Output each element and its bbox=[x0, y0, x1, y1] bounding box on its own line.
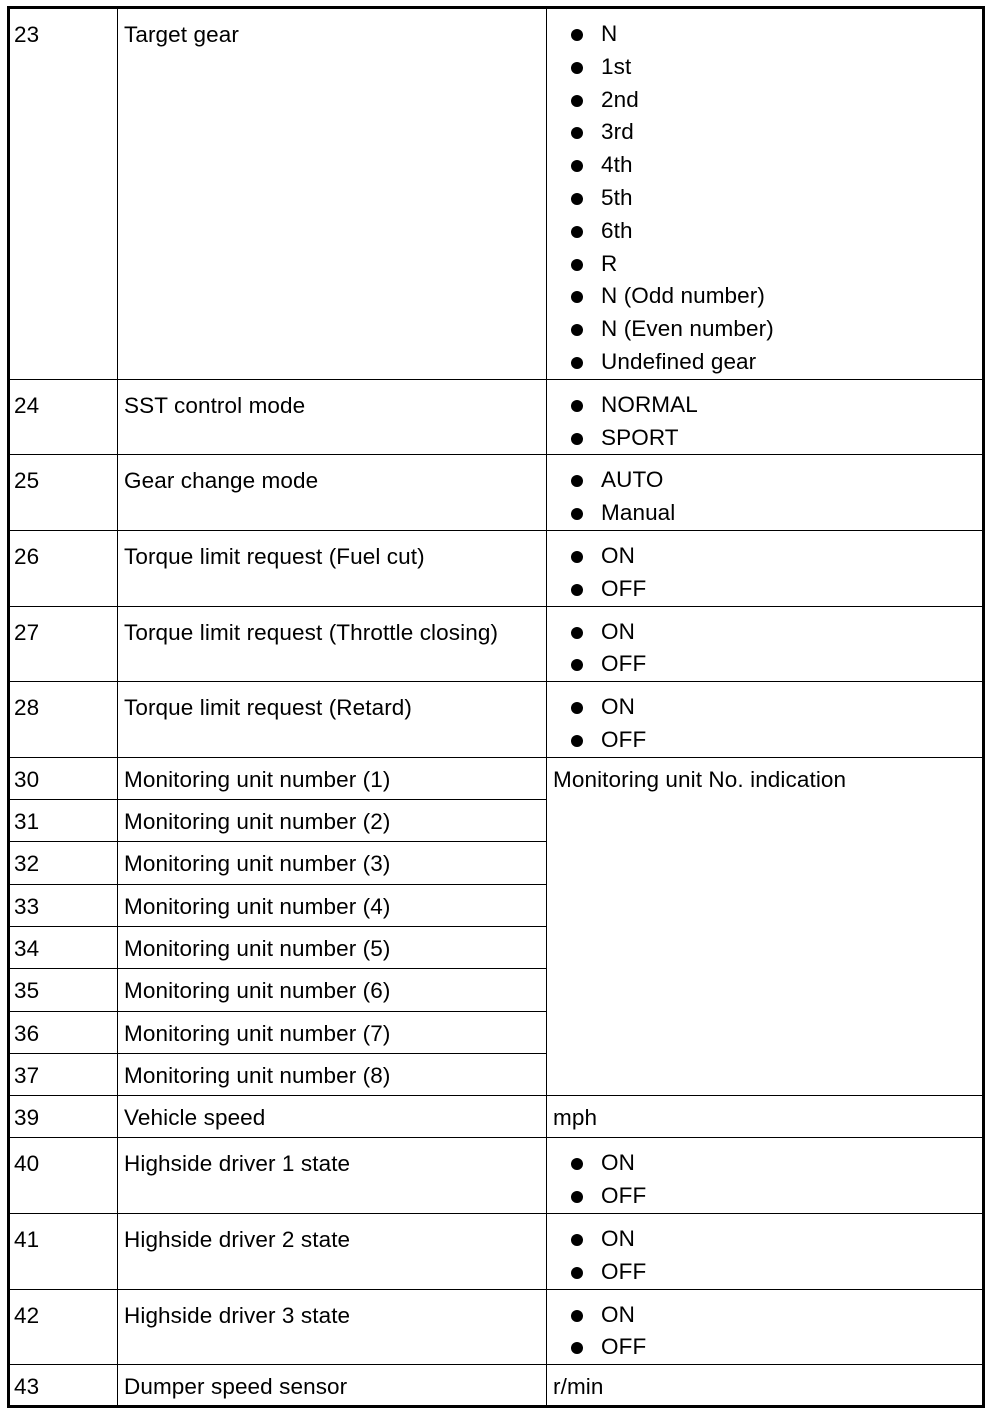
bullet-icon bbox=[571, 29, 583, 41]
option-item bbox=[569, 313, 982, 346]
option-list bbox=[569, 389, 982, 455]
option-label: 4th bbox=[601, 152, 633, 178]
option-item bbox=[569, 691, 982, 724]
bullet-icon bbox=[571, 160, 583, 172]
option-label: 2nd bbox=[601, 86, 639, 112]
monitoring-group-value-cell: Monitoring unit No. indication bbox=[547, 757, 984, 1095]
option-item bbox=[569, 573, 982, 606]
item-name-cell: SST control mode bbox=[118, 379, 547, 455]
option-label: 6th bbox=[601, 217, 633, 243]
bullet-icon bbox=[571, 551, 583, 563]
bullet-icon bbox=[571, 226, 583, 238]
table-row bbox=[9, 1214, 984, 1290]
option-item bbox=[569, 51, 982, 84]
table-row bbox=[9, 757, 984, 799]
bullet-icon bbox=[571, 627, 583, 639]
option-label: NORMAL bbox=[601, 391, 698, 417]
item-name-cell: Gear change mode bbox=[118, 455, 547, 531]
item-number-cell: 37 bbox=[9, 1053, 118, 1095]
option-label: R bbox=[601, 250, 618, 276]
bullet-icon bbox=[571, 95, 583, 107]
option-label: N (Even number) bbox=[601, 316, 774, 342]
option-list bbox=[569, 1147, 982, 1213]
option-item bbox=[569, 182, 982, 215]
item-name-cell: Monitoring unit number (4) bbox=[118, 884, 547, 926]
bullet-icon bbox=[571, 193, 583, 205]
option-item bbox=[569, 84, 982, 117]
value-unit-cell: mph bbox=[547, 1096, 984, 1138]
item-name-cell: Target gear bbox=[118, 8, 547, 380]
option-label: OFF bbox=[601, 651, 647, 677]
bullet-icon bbox=[571, 324, 583, 336]
option-list bbox=[569, 540, 982, 606]
table-row bbox=[9, 1289, 984, 1365]
option-item bbox=[569, 422, 982, 455]
option-label: Undefined gear bbox=[601, 348, 757, 374]
option-item bbox=[569, 215, 982, 248]
option-label: 5th bbox=[601, 184, 633, 210]
option-label: Manual bbox=[601, 500, 676, 526]
item-name-cell: Highside driver 3 state bbox=[118, 1289, 547, 1365]
item-number-cell: 36 bbox=[9, 1011, 118, 1053]
item-name-cell: Highside driver 2 state bbox=[118, 1214, 547, 1290]
bullet-icon bbox=[571, 291, 583, 303]
table-row bbox=[9, 682, 984, 758]
item-number-cell: 30 bbox=[9, 757, 118, 799]
option-list bbox=[569, 1223, 982, 1289]
option-label: OFF bbox=[601, 575, 647, 601]
option-list bbox=[569, 616, 982, 682]
item-name-cell: Vehicle speed bbox=[118, 1096, 547, 1138]
bullet-icon bbox=[571, 62, 583, 74]
bullet-icon bbox=[571, 475, 583, 487]
item-number-cell: 33 bbox=[9, 884, 118, 926]
option-list bbox=[569, 1299, 982, 1365]
table-body bbox=[9, 8, 984, 1407]
item-name-cell: Monitoring unit number (5) bbox=[118, 926, 547, 968]
item-name-cell: Monitoring unit number (8) bbox=[118, 1053, 547, 1095]
option-item bbox=[569, 1180, 982, 1213]
option-label: N bbox=[601, 21, 618, 46]
item-number-cell: 24 bbox=[9, 379, 118, 455]
spec-document bbox=[7, 6, 985, 1408]
value-options-cell bbox=[547, 682, 984, 758]
bullet-icon bbox=[571, 1234, 583, 1246]
option-item bbox=[569, 248, 982, 281]
table-row bbox=[9, 379, 984, 455]
value-options-cell bbox=[547, 1214, 984, 1290]
item-name-cell: Torque limit request (Retard) bbox=[118, 682, 547, 758]
table-row bbox=[9, 8, 984, 380]
option-item bbox=[569, 149, 982, 182]
item-number-cell: 41 bbox=[9, 1214, 118, 1290]
bullet-icon bbox=[571, 400, 583, 412]
data-monitor-table bbox=[7, 6, 985, 1408]
item-number-cell: 27 bbox=[9, 606, 118, 682]
item-number-cell: 35 bbox=[9, 969, 118, 1011]
option-label: ON bbox=[601, 1226, 635, 1251]
value-options-cell bbox=[547, 530, 984, 606]
option-item bbox=[569, 1256, 982, 1289]
option-label: OFF bbox=[601, 1258, 647, 1284]
item-name-cell: Monitoring unit number (1) bbox=[118, 757, 547, 799]
option-label: ON bbox=[601, 1150, 635, 1176]
option-item bbox=[569, 1331, 982, 1364]
bullet-icon bbox=[571, 259, 583, 271]
option-label: 3rd bbox=[601, 119, 634, 145]
bullet-icon bbox=[571, 1158, 583, 1170]
option-item bbox=[569, 116, 982, 149]
item-number-cell: 31 bbox=[9, 800, 118, 842]
table-row bbox=[9, 455, 984, 531]
option-label: 1st bbox=[601, 53, 632, 79]
item-name-cell: Monitoring unit number (2) bbox=[118, 800, 547, 842]
option-label: OFF bbox=[601, 1183, 647, 1209]
item-name-cell: Torque limit request (Throttle closing) bbox=[118, 606, 547, 682]
item-number-cell: 42 bbox=[9, 1289, 118, 1365]
option-item bbox=[569, 724, 982, 757]
bullet-icon bbox=[571, 1267, 583, 1279]
item-name-cell: Highside driver 1 state bbox=[118, 1138, 547, 1214]
bullet-icon bbox=[571, 1342, 583, 1354]
option-list bbox=[569, 18, 982, 379]
value-options-cell bbox=[547, 1289, 984, 1365]
table-row bbox=[9, 1138, 984, 1214]
option-item bbox=[569, 389, 982, 422]
option-label: AUTO bbox=[601, 467, 664, 493]
item-number-cell: 28 bbox=[9, 682, 118, 758]
item-number-cell: 39 bbox=[9, 1096, 118, 1138]
value-options-cell bbox=[547, 606, 984, 682]
value-options-cell bbox=[547, 455, 984, 531]
item-name-cell: Monitoring unit number (3) bbox=[118, 842, 547, 884]
option-item bbox=[569, 464, 982, 497]
bullet-icon bbox=[571, 1310, 583, 1322]
option-item bbox=[569, 1299, 982, 1332]
bullet-icon bbox=[571, 702, 583, 714]
option-item bbox=[569, 1223, 982, 1256]
item-name-cell: Monitoring unit number (6) bbox=[118, 969, 547, 1011]
value-unit-cell: r/min bbox=[547, 1365, 984, 1407]
option-item bbox=[569, 540, 982, 573]
option-label: N (Odd number) bbox=[601, 283, 765, 309]
value-options-cell bbox=[547, 8, 984, 380]
option-item bbox=[569, 648, 982, 681]
bullet-icon bbox=[571, 735, 583, 747]
table-row bbox=[9, 606, 984, 682]
option-list bbox=[569, 691, 982, 757]
option-item bbox=[569, 616, 982, 649]
bullet-icon bbox=[571, 1191, 583, 1203]
value-options-cell bbox=[547, 1138, 984, 1214]
option-item bbox=[569, 18, 982, 51]
option-list bbox=[569, 464, 982, 530]
item-number-cell: 43 bbox=[9, 1365, 118, 1407]
option-label: ON bbox=[601, 694, 635, 720]
option-item bbox=[569, 497, 982, 530]
bullet-icon bbox=[571, 357, 583, 369]
option-label: SPORT bbox=[601, 424, 679, 450]
bullet-icon bbox=[571, 508, 583, 520]
item-name-cell: Monitoring unit number (7) bbox=[118, 1011, 547, 1053]
value-options-cell bbox=[547, 379, 984, 455]
option-label: ON bbox=[601, 542, 635, 568]
bullet-icon bbox=[571, 127, 583, 139]
option-item bbox=[569, 1147, 982, 1180]
bullet-icon bbox=[571, 584, 583, 596]
table-row bbox=[9, 1096, 984, 1138]
item-name-cell: Dumper speed sensor bbox=[118, 1365, 547, 1407]
item-number-cell: 26 bbox=[9, 530, 118, 606]
item-name-cell: Torque limit request (Fuel cut) bbox=[118, 530, 547, 606]
table-row bbox=[9, 1365, 984, 1407]
option-label: OFF bbox=[601, 726, 647, 752]
option-label: ON bbox=[601, 618, 635, 644]
option-label: ON bbox=[601, 1301, 635, 1327]
item-number-cell: 34 bbox=[9, 926, 118, 968]
item-number-cell: 23 bbox=[9, 8, 118, 380]
item-number-cell: 25 bbox=[9, 455, 118, 531]
option-item bbox=[569, 346, 982, 379]
item-number-cell: 40 bbox=[9, 1138, 118, 1214]
table-row bbox=[9, 530, 984, 606]
bullet-icon bbox=[571, 433, 583, 445]
option-label: OFF bbox=[601, 1334, 647, 1360]
bullet-icon bbox=[571, 659, 583, 671]
option-item bbox=[569, 280, 982, 313]
item-number-cell: 32 bbox=[9, 842, 118, 884]
